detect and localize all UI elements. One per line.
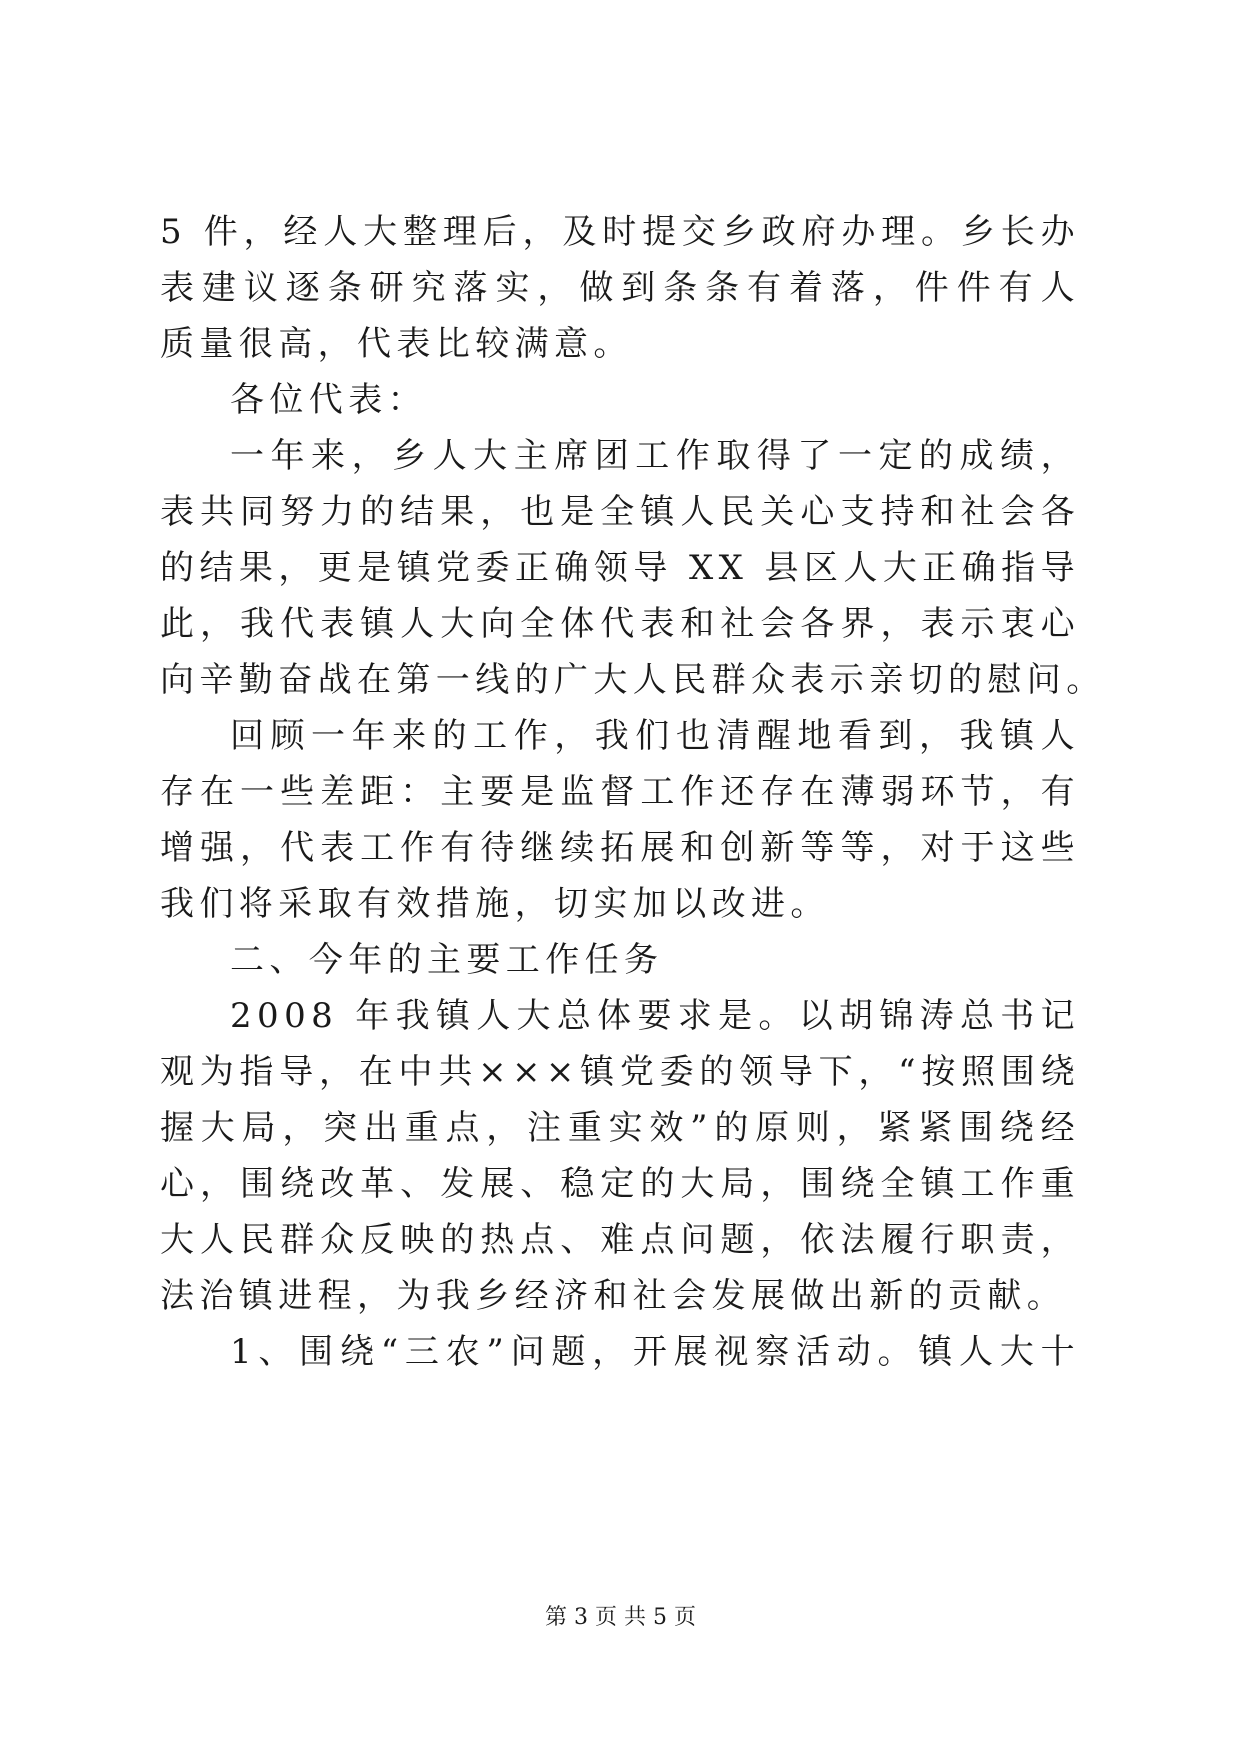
body-line: 表建议逐条研究落实，做到条条有着落，件件有人 [160,268,1080,308]
body-line: 2008 年我镇人大总体要求是。以胡锦涛总书记 [230,996,1080,1036]
body-line: 我们将采取有效措施，切实加以改进。 [160,884,830,924]
section-heading: 二、今年的主要工作任务 [230,940,664,980]
body-line: 5 件，经人大整理后，及时提交乡政府办理。乡长办 [160,212,1080,252]
body-line: 向辛勤奋战在第一线的广大人民群众表示亲切的慰问。 [160,660,1106,700]
body-line: 观为指导，在中共×××镇党委的领导下，“按照围绕 [160,1052,1080,1092]
body-line: 握大局，突出重点，注重实效”的原则，紧紧围绕经 [160,1108,1080,1148]
body-line: 心，围绕改革、发展、稳定的大局，围绕全镇工作重 [160,1164,1080,1204]
body-line: 1、围绕“三农”问题，开展视察活动。镇人大十 [230,1332,1080,1372]
body-line: 存在一些差距：主要是监督工作还存在薄弱环节，有 [160,772,1080,812]
page-number-footer: 第 3 页 共 5 页 [545,1605,696,1630]
body-line: 质量很高，代表比较满意。 [160,324,633,364]
body-line: 的结果，更是镇党委正确领导 XX 县区人大正确指导 [160,548,1080,588]
body-line: 回顾一年来的工作，我们也清醒地看到，我镇人 [230,716,1080,756]
salutation: 各位代表： [230,380,427,420]
body-line: 增强，代表工作有待继续拓展和创新等等，对于这些 [160,828,1080,868]
body-line: 大人民群众反映的热点、难点问题，依法履行职责， [160,1220,1080,1260]
body-line: 一年来，乡人大主席团工作取得了一定的成绩， [230,436,1080,476]
body-line: 此，我代表镇人大向全体代表和社会各界，表示衷心 [160,604,1080,644]
body-line: 法治镇进程，为我乡经济和社会发展做出新的贡献。 [160,1276,1067,1316]
body-line: 表共同努力的结果，也是全镇人民关心支持和社会各 [160,492,1080,532]
